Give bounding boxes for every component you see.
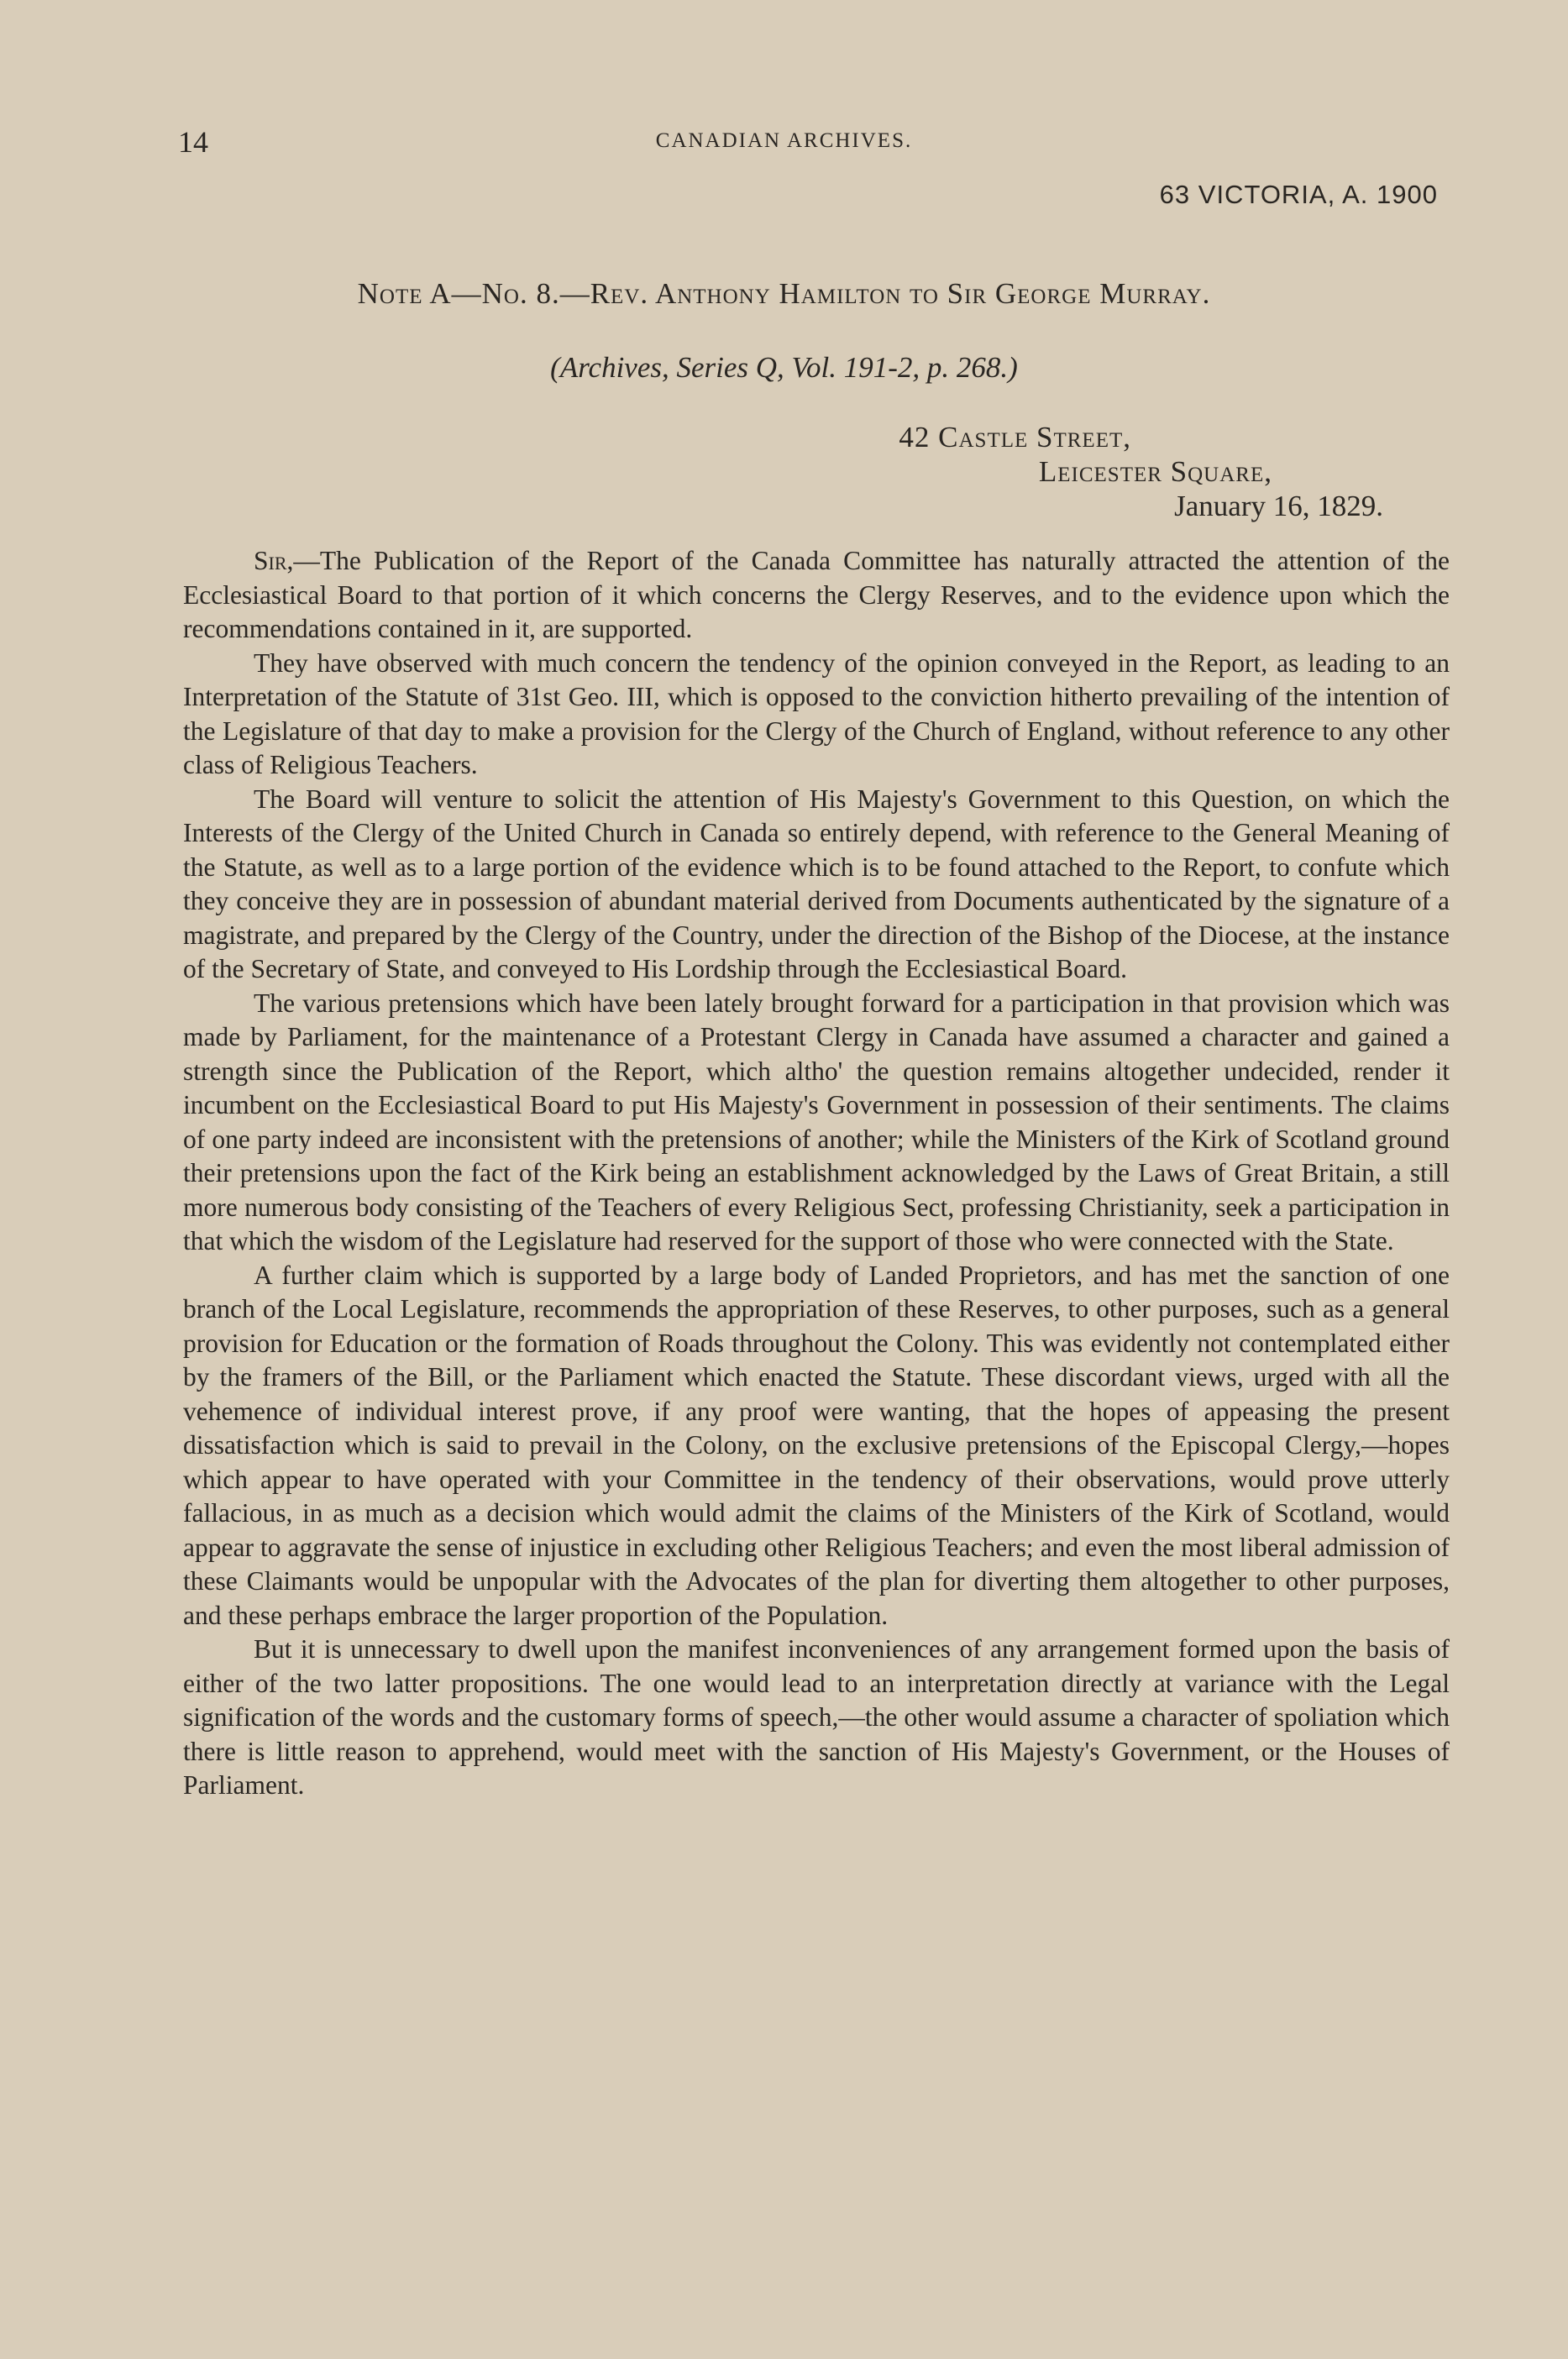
running-title: CANADIAN ARCHIVES. <box>655 129 913 152</box>
address-line-1: 42 Castle Street, <box>899 421 1131 453</box>
page-number: 14 <box>178 125 208 159</box>
paragraph <box>183 544 1450 647</box>
paragraph: The Board will venture to solicit the attention of His Majesty's Government to this Question, on which the Interests of the Clergy of the United Church in Canada so entirely depend, with reference to the General Meaning of the Statute, as well as to a large portion of the evidence which is to be found attached to the Report, to confute which they conceive they are in possession of abundant material derived from Documents authenticated by the signature of a magistrate, and prepared by the Clergy of the Country, under the direction of the Bishop of the Diocese, at the instance of the Secretary of State, and conveyed to His Lordship through the Ecclesiastical Board. <box>183 784 1450 983</box>
letter-body <box>183 544 1450 1803</box>
paragraph: But it is unnecessary to dwell upon the manifest inconveniences of any arrangement formed upon the basis of either of the two latter propositions. The one would lead to an interpretation directly at variance with the Legal signification of the words and the customary forms of speech,—the other would assume a character of spoliation which there is little reason to apprehend, would meet with the sanction of His Majesty's Government, or the Houses of Parliament. <box>183 1634 1450 1800</box>
letter-date: January 16, 1829. <box>1174 490 1383 522</box>
source-reference: (Archives, Series Q, Vol. 191-2, p. 268.) <box>550 351 1018 384</box>
paragraph: They have observed with much concern the tendency of the opinion conveyed in the Report, as leading to an Interpretation of the Statute of 31st Geo. III, which is opposed to the conviction hitherto prevailing of the intention of the Legislature of that day to make a provision for the Clergy of the Church of England, without reference to any other class of Religious Teachers. <box>183 647 1450 779</box>
paragraph: A further claim which is supported by a large body of Landed Proprietors, and has met the sanction of one branch of the Local Legislature, recommends the appropriation of these Reserves, to other purposes, such as a general provision for Education or the formation of Roads throughout the Colony. This was evidently not contemplated either by the framers of the Bill, or the Parliament which enacted the Statute. These discordant views, urged with all the vehemence of individual interest prove, if any proof were wanting, that the hopes of appeasing the present dissatisfaction which is said to prevail in the Colony, on the exclusive pretensions of the Episcopal Clergy,—hopes which appear to have operated with your Committee in the tendency of their observations, would prove utterly fallacious, in as much as a decision which would admit the claims of the Ministers of the Kirk of Scotland, would appear to aggravate the sense of injustice in excluding other Religious Teachers; and even the most liberal admission of these Claimants would be unpopular with the Advocates of the plan for diverting them altogether to other purposes, and these perhaps embrace the larger proportion of the Population. <box>183 1260 1450 1630</box>
paragraph-text: —The Publication of the Report of the Canada Committee has naturally attracted the attention of the Ecclesiastical Board to that portion of it which concerns the Clergy Reserves, and to the evidence upon which the recommendations contained in it, are supported. <box>183 546 1450 643</box>
session-label: 63 VICTORIA, A. 1900 <box>1159 180 1438 209</box>
address-line-2: Leicester Square, <box>1038 455 1272 488</box>
salutation: Sir, <box>254 546 294 575</box>
document-heading: Note A—No. 8.—Rev. Anthony Hamilton to Sir George Murray. <box>357 277 1211 310</box>
paragraph: The various pretensions which have been lately brought forward for a participation in that provision which was made by Parliament, for the maintenance of a Protestant Clergy in Canada have assumed a character and gained a strength since the Publication of the Report, which altho' the question remains altogether undecided, render it incumbent on the Ecclesiastical Board to put His Majesty's Government in possession of their sentiments. The claims of one party indeed are inconsistent with the pretensions of another; while the Ministers of the Kirk of Scotland ground their pretensions upon the fact of the Kirk being an establishment acknowledged by the Laws of Great Britain, a still more numerous body consisting of the Teachers of every Religious Sect, professing Christianity, seek a participation in that which the wisdom of the Legislature had reserved for the support of those who were connected with the State. <box>183 988 1450 1256</box>
letter-address <box>899 420 1383 523</box>
